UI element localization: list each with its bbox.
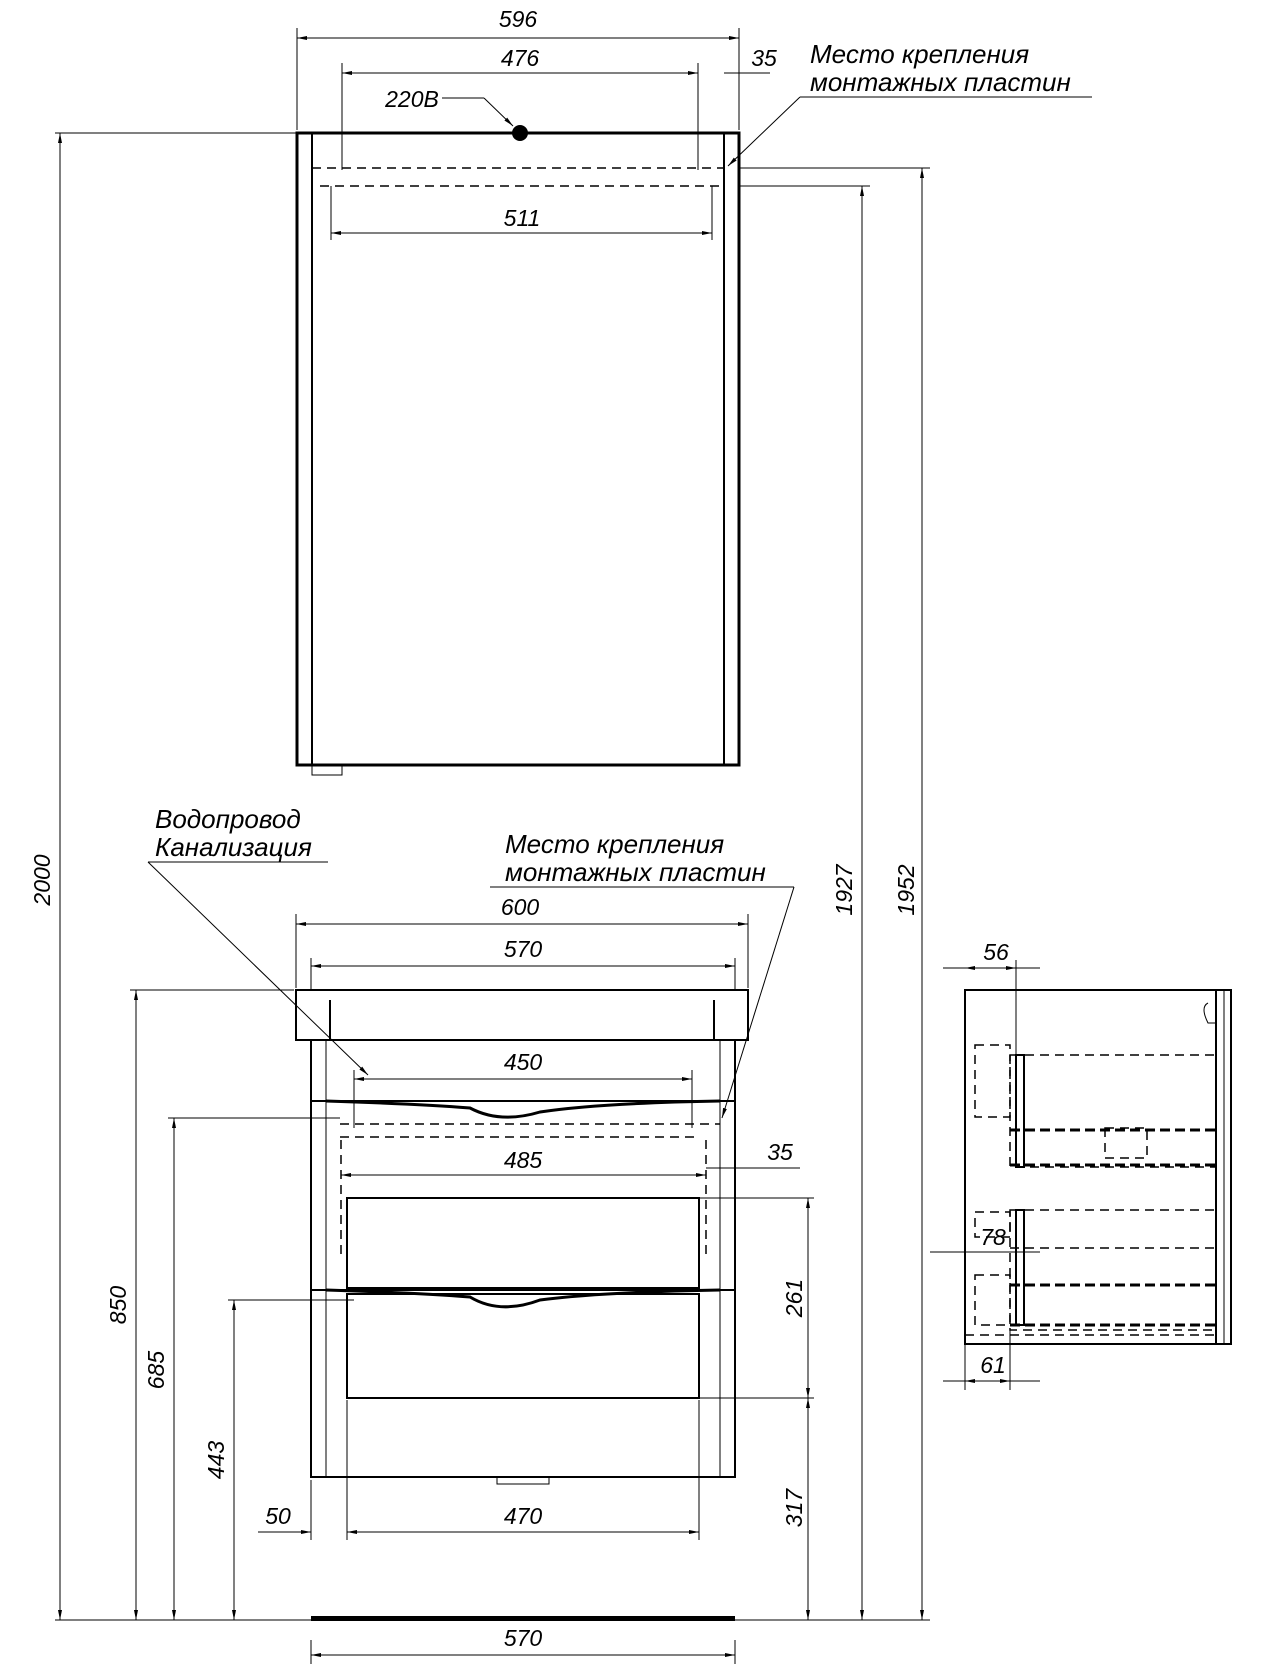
cabinet-height-total: 850: [105, 1285, 131, 1325]
side-view: [930, 939, 1231, 1390]
cabinet-mount-note-2: монтажных пластин: [505, 857, 766, 887]
cabinet-top-width: 600: [500, 894, 540, 920]
side-mid-depth: 78: [980, 1224, 1006, 1250]
base-width: 570: [503, 1625, 543, 1651]
utility-note-2: Канализация: [155, 832, 312, 862]
floor-gap: 317: [781, 1488, 807, 1528]
mount-width: 485: [503, 1147, 543, 1173]
cabinet-body: [311, 1040, 735, 1477]
mirror-offset-right: 35: [751, 45, 777, 71]
cabinet-body-width: 570: [503, 936, 543, 962]
height-total: 2000: [29, 854, 55, 906]
power-outlet-icon: [512, 125, 528, 141]
sink-top: [296, 990, 748, 1040]
height-mount: 1952: [893, 864, 919, 916]
sink-width: 450: [503, 1049, 543, 1075]
cabinet-height-mount: 685: [143, 1350, 169, 1390]
mirror-width-mount: 476: [500, 45, 540, 71]
height-dimensions: [29, 133, 930, 1620]
side-bottom-depth: 61: [980, 1352, 1006, 1378]
cabinet-view: [105, 804, 814, 1664]
left-offset: 50: [265, 1503, 291, 1529]
drawer-handle-top: [326, 1101, 720, 1117]
mirror-width-outer: 596: [498, 6, 538, 32]
height-mirror-top: 1927: [831, 864, 857, 916]
cabinet-mount-note-1: Место крепления: [505, 829, 725, 859]
bottom-inner-width: 470: [503, 1503, 543, 1529]
utility-note-1: Водопровод: [155, 804, 301, 834]
basket-bottom: [347, 1294, 699, 1398]
mirror-mount-note-2: монтажных пластин: [810, 67, 1071, 97]
cabinet-offset-right: 35: [767, 1139, 793, 1165]
side-top-depth: 56: [983, 939, 1009, 965]
mirror-inner-width: 511: [503, 205, 541, 231]
cabinet-height-utility: 443: [203, 1440, 229, 1480]
drawer-height: 261: [781, 1278, 807, 1318]
mirror-view: [297, 6, 1092, 775]
power-label: 220В: [385, 86, 439, 112]
drawer-handle-bottom: [326, 1290, 720, 1307]
basket-top: [347, 1198, 699, 1288]
mirror-mount-note-1: Место крепления: [810, 39, 1030, 69]
floor-line: [311, 1616, 735, 1621]
